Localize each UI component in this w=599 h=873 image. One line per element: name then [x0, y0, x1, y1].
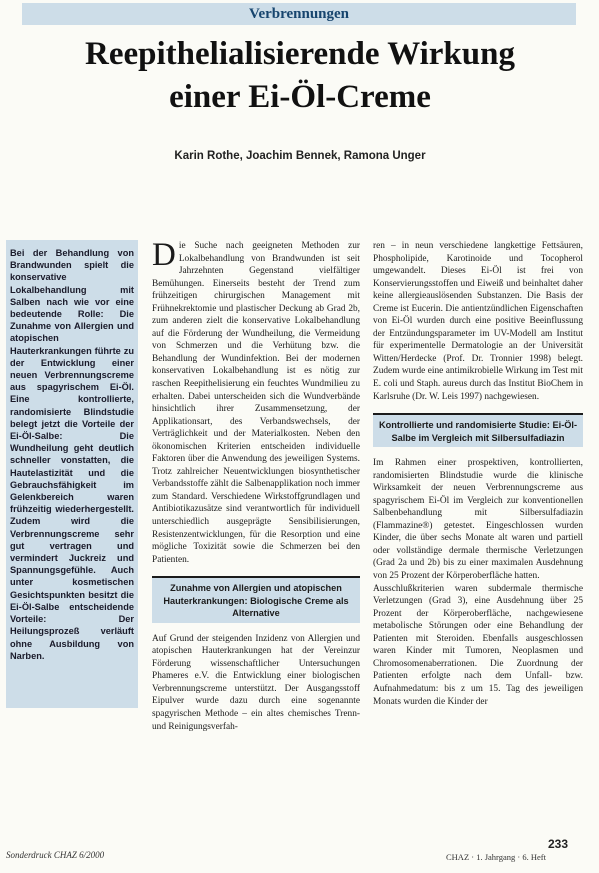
article-title-line-1: Reepithelialisierende Wirkung	[85, 36, 515, 72]
section-title: Verbrennungen	[248, 6, 350, 22]
page-number: 233	[548, 837, 569, 851]
paragraph-study: Im Rahmen einer prospektiven, kontrollierten, randomisierten Blindstudie wurde die klinische Wirksamkeit der neuen Verbrennungscreme aus spagyrischem Ei-Öl im Vergleich zur konventionellen Salbenbehandlung mit Silbersulfadiazin (Flammazine®) getestet. Eingeschlossen wurden Kinder, die über sechs Monate alt waren und partiell oder vollständige dermale thermische Verletzungen (Grad 2a und 2b) bis zu einer maximalen Ausdehnung von 25 Prozent der Körperoberfläche hatten.	[373, 458, 583, 582]
drop-cap: D	[152, 240, 176, 273]
abstract-box	[6, 240, 138, 708]
subheading-study: Kontrollierte und randomisierte Studie: Ei-Öl-Salbe im Vergleich mit Silbersulfadiazin	[373, 413, 583, 447]
paragraph-exclusion: Ausschlußkriterien waren subdermale thermische Verletzungen (Grad 3), eine Ausdehnung über 25 Prozent der Körperoberfläche, nachgewiesene metabolische Störungen oder eine Behandlung der Patienten mit Steroiden. Ebenfalls ausgeschlossen waren Kinder mit Tumoren, Neoplasmen und Chromosomenaberrationen. Die Zuordnung der Patienten erfolgte nach dem Unfall- bzw. Aufnahmedatum: bis z um 15. Tag des jeweiligen Monats wurden die Kinder der	[373, 583, 583, 707]
article-title-line-2: einer Ei-Öl-Creme	[169, 79, 431, 115]
author-line: Karin Rothe, Joachim Bennek, Ramona Unger	[174, 150, 426, 162]
paragraph-allergies: Auf Grund der steigenden Inzidenz von Allergien und atopischen Hauterkrankungen hat der Vereinzur Förderung wissenschaftlicher Untersuchungen Phameres e.V. die Entwicklung einer biologischen Verbrennungscreme unterstützt. Der Ausgangsstoff Eipulver wurde dazu durch eine sogenannte spagyrischen Methode – ein altes chemisches Trenn- und Reinigungsverfah-	[152, 633, 360, 732]
intro-text: ie Suche nach geeigneten Methoden zur Lokalbehandlung von Brandwunden ist seit Jahrzehnten Gegenstand vielfältiger Bemühungen. Einerseits besteht der Trend zum frühzeitigen chirurgischen Management mit Frühnekrektomie und plastischer Deckung ab Grad 2b, zum anderen zielt die konservative Lokalbehandlung auf die Förderung der Wundheilung, die Vermeidung von Schmerzen und die Verhütung bzw. die Behandlung der Wundinfektion. Bei der modernen konservativen Lokalbehandlung ist es nötig zur raschen Reepithelisierung ein feuchtes Wundmilieu zu erhalten. Dabei unterscheiden sich die Wundverbände hinsichtlich ihrer Zusammensetzung, der Applikationsart, des Verbandswechsels, der Verträglichkeit und der Materialkosten. Neben den ökonomischen Kriterien entscheiden individuelle Faktoren über die Anwendung des jeweiligen Systems. Trotz zahlreicher Neuentwicklungen biosynthetischer Verbandsstoffe zählt die Salbenapplikation noch immer zum Standard. Verschiedene Wirkstoffgrundlagen und Antibiotikazusätze sind verantwortlich für individuell unterschiedlich ausgeprägte Sensibilisierungen, Resistenzentwicklungen, für die Resorption und eine mögliche Toxizität sowie die Schmerzen bei den Patienten.	[152, 241, 360, 565]
intro-paragraph	[152, 240, 360, 566]
body-column-2	[373, 240, 583, 708]
reprint-note: Sonderdruck CHAZ 6/2000	[6, 850, 105, 860]
section-header-bar	[22, 3, 576, 25]
subheading-allergies: Zunahme von Allergien und atopischen Hauterkrankungen: Biologische Creme als Alternative	[152, 576, 360, 623]
paragraph-ei-oel: ren – in neun verschiedene langkettige Fettsäuren, Phospholipide, Karotinoide und Tocopherol umgewandelt. Dieses Ei-Öl ist frei von Konservierungsstoffen und Eiweiß und beinhaltet daher keine allergieauslösenden Substanzen. Die Basis der Creme ist Eucerin. Die antientzündlichen Eigenschaften von Ei-Öl wurden durch eine positive Beeinflussung der Entzündungsparameter im UV-Modell am Institut für experimentelle Dermatologie an der Universität Witten/Herdecke (Prof. Dr. Tronnier 1998) belegt. Zudem wurde eine antimikrobielle Wirkung im Test mit E. coli und Staph. aureus durch das Institut BioChem in Karlsruhe (Dr. W. Leis 1997) nachgewiesen.	[373, 241, 583, 402]
journal-issue: CHAZ · 1. Jahrgang · 6. Heft	[446, 852, 546, 862]
body-column-1	[152, 240, 360, 733]
article-title	[20, 33, 580, 119]
abstract-text: Bei der Behandlung von Brandwunden spielt die konservative Lokalbehandlung mit Salben nach wie vor eine bedeutende Rolle: Die Zunahme von Allergien und atopischen Hauterkrankungen führte zu der Entwicklung einer neuen Verbrennungscreme aus spagyrischem Ei-Öl. Eine kontrollierte, randomisierte Blindstudie belegt jetzt die Vorteile der Ei-Öl-Salbe: Die Wundheilung geht deutlich schneller vonstatten, die Hautelastizität und die Gebrauchsfähigkeit im Gelenkbereich waren frühzeitig wiederhergestellt. Zudem wird die Verbrennungscreme sehr gut vertragen und vermindert Juckreiz und Spannungsgefühle. Auch unter kosmetischen Gesichtspunkten besitzt die Ei-Öl-Salbe entscheidende Vorteile: Der Heilungsprozeß verläuft ohne Ausbildung von Narben.	[10, 248, 134, 661]
